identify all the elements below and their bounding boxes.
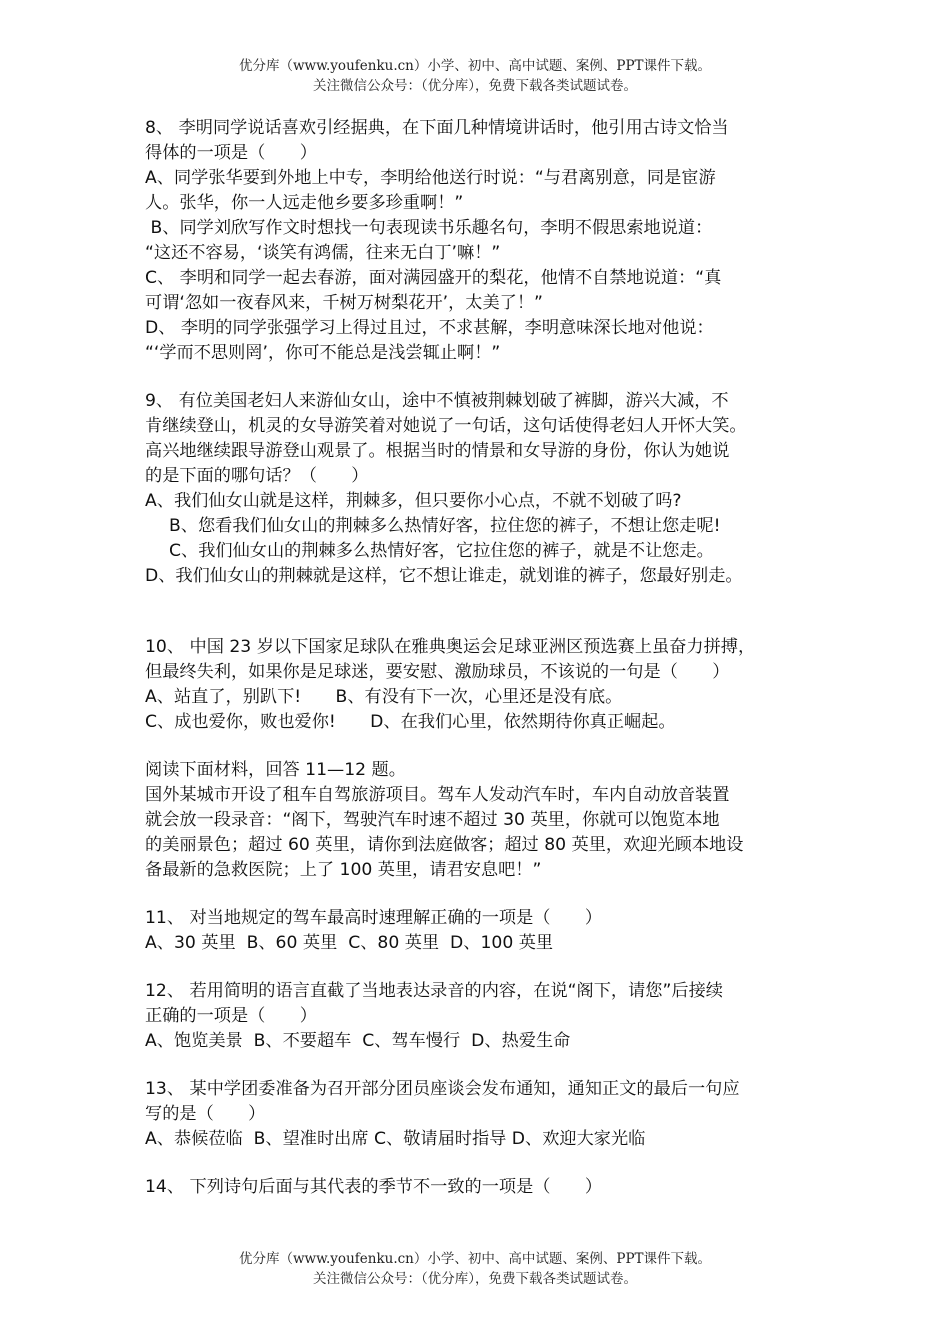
question-13 [145,1077,815,1152]
question-8-option-d-2: “‘学而不思则罔’，你可不能总是浅尝辄止啊！” [145,343,501,363]
spacer [145,1054,815,1077]
question-9-stem-4: 的是下面的哪句话？（ ） [145,466,369,486]
document-body [145,116,815,1200]
question-10-options-cd: C、成也爱你，败也爱你! D、在我们心里，依然期待你真正崛起。 [145,712,676,732]
question-14-stem: 14、 下列诗句后面与其代表的季节不一致的一项是（ ） [145,1177,603,1197]
question-9-stem-2: 肯继续登山，机灵的女导游笑着对她说了一句话，这句话使得老妇人开怀大笑。 [145,416,747,436]
question-12 [145,979,815,1054]
question-8-option-c-1: C、 李明和同学一起去春游，面对满园盛开的梨花，他情不自禁地说道：“真 [145,268,722,288]
spacer [145,1152,815,1175]
question-8-stem-1: 8、 李明同学说话喜欢引经据典，在下面几种情境讲话时，他引用古诗文恰当 [145,118,729,138]
reading-material-intro: 阅读下面材料，回答 11—12 题。 [145,760,406,780]
question-12-stem-2: 正确的一项是（ ） [145,1006,317,1026]
spacer [145,883,815,906]
question-10-options-ab: A、站直了，别趴下! B、有没有下一次，心里还是没有底。 [145,687,623,707]
question-9-option-d: D、我们仙女山的荆棘就是这样，它不想让谁走，就划谁的裤子，您最好别走。 [145,566,743,586]
reading-material-line-3: 的美丽景色；超过 60 英里，请你到法庭做客；超过 80 英里，欢迎光顾本地设 [145,835,744,855]
question-11-options: A、30 英里 B、60 英里 C、80 英里 D、100 英里 [145,933,554,953]
question-10-stem-2: 但最终失利，如果你是足球迷，要安慰、激励球员，不该说的一句是（ ） [145,662,730,682]
question-13-stem-2: 写的是（ ） [145,1104,266,1124]
question-9-stem-3: 高兴地继续跟导游登山观景了。根据当时的情景和女导游的身份，你认为她说 [145,441,730,461]
reading-material-line-1: 国外某城市开设了租车自驾旅游项目。驾车人发动汽车时，车内自动放音装置 [145,785,730,805]
spacer [145,735,815,758]
question-10-stem-1: 10、 中国 23 岁以下国家足球队在雅典奥运会足球亚洲区预选赛上虽奋力拼搏， [145,637,756,657]
question-8-option-d-1: D、 李明的同学张强学习上得过且过，不求甚解，李明意味深长地对他说： [145,318,714,338]
question-8-option-c-2: 可谓‘忽如一夜春风来，千树万树梨花开’，太美了！” [145,293,543,313]
page-header [0,56,950,96]
question-14 [145,1175,815,1200]
question-9-option-a: A、我们仙女山就是这样，荆棘多，但只要你小心点，不就不划破了吗? [145,491,682,511]
question-11-stem: 11、 对当地规定的驾车最高时速理解正确的一项是（ ） [145,908,603,928]
page-footer [0,1249,950,1289]
footer-line-2: 关注微信公众号：（优分库），免费下载各类试题试卷。 [313,1271,637,1287]
spacer [145,589,815,635]
question-8-option-a-1: A、同学张华要到外地上中专，李明给他送行时说：“与君离别意，同是宦游 [145,168,716,188]
question-8-stem-2: 得体的一项是（ ） [145,143,317,163]
question-8-option-b-2: “这还不容易，‘谈笑有鸿儒，往来无白丁’嘛！” [145,243,501,263]
question-8 [145,116,815,366]
question-9-option-b: B、您看我们仙女山的荆棘多么热情好客，拉住您的裤子，不想让您走呢! [169,516,721,536]
footer-line-1: 优分库（www.youfenku.cn）小学、初中、高中试题、案例、PPT课件下载。 [238,1251,712,1267]
question-10 [145,635,815,735]
spacer [145,956,815,979]
question-8-option-b-1: B、同学刘欣写作文时想找一句表现读书乐趣名句，李明不假思索地说道： [145,218,713,238]
question-8-option-a-2: 人。张华，你一人远走他乡要多珍重啊！” [145,193,464,213]
reading-material-line-2: 就会放一段录音：“阁下，驾驶汽车时速不超过 30 英里，你就可以饱览本地 [145,810,720,830]
question-9-stem-1: 9、 有位美国老妇人来游仙女山，途中不慎被荆棘划破了裤脚，游兴大减，不 [145,391,729,411]
reading-material [145,758,815,883]
question-13-stem-1: 13、 某中学团委准备为召开部分团员座谈会发布通知，通知正文的最后一句应 [145,1079,740,1099]
question-9-option-c: C、我们仙女山的荆棘多么热情好客，它拉住您的裤子，就是不让您走。 [169,541,714,561]
question-12-options: A、饱览美景 B、不要超车 C、驾车慢行 D、热爱生命 [145,1031,571,1051]
question-9 [145,389,815,589]
question-12-stem-1: 12、 若用简明的语言直截了当地表达录音的内容，在说“阁下，请您”后接续 [145,981,723,1001]
header-line-2: 关注微信公众号：（优分库），免费下载各类试题试卷。 [313,78,637,94]
spacer [145,366,815,389]
header-line-1: 优分库（www.youfenku.cn）小学、初中、高中试题、案例、PPT课件下载。 [238,58,712,74]
question-13-options: A、恭候莅临 B、望准时出席 C、敬请届时指导 D、欢迎大家光临 [145,1129,646,1149]
reading-material-line-4: 备最新的急救医院；上了 100 英里，请君安息吧！” [145,860,542,880]
question-11 [145,906,815,956]
